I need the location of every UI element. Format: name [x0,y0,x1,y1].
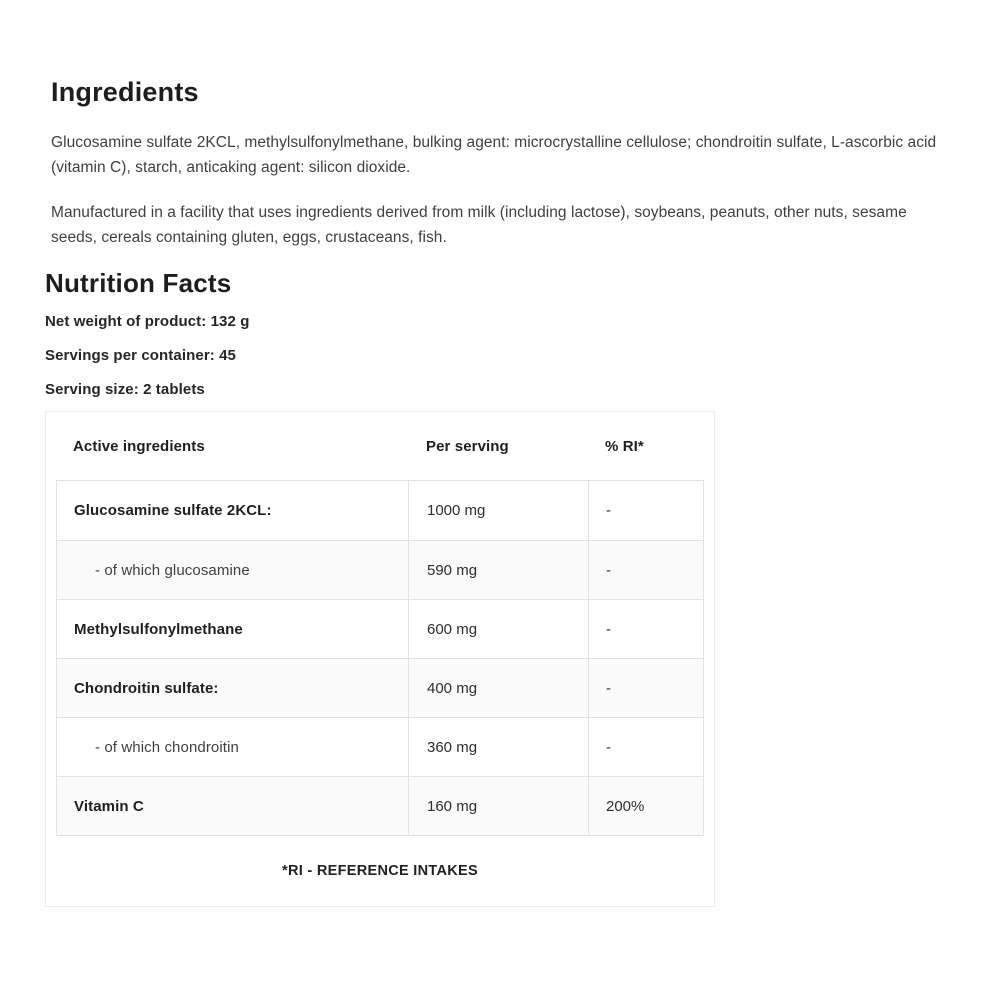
nutrition-table-header-row [56,412,704,480]
ingredient-name-cell: Methylsulfonylmethane [57,600,409,658]
ingredient-name-cell: - of which glucosamine [57,541,409,599]
ri-cell: 200% [606,797,645,815]
allergen-notice-paragraph: Manufactured in a facility that uses ingredients derived from milk (including lactose), soybeans, peanuts, other nuts, sesame seeds, cereals containing gluten, eggs, crustaceans, fish. [51,204,907,246]
ingredients-section [0,0,1000,250]
reference-intakes-footnote: *RI - REFERENCE INTAKES [282,863,478,879]
per-serving-cell: 1000 mg [409,481,589,540]
table-row [57,540,703,599]
nutrition-table-footer [46,836,714,906]
header-active-ingredients: Active ingredients [73,437,205,455]
table-row [57,717,703,776]
header-per-serving: Per serving [426,437,509,455]
ingredient-name-cell: Vitamin C [57,777,409,835]
ri-cell: - [606,738,611,756]
ingredients-title: Ingredients [51,77,199,107]
ingredient-name-cell: Glucosamine sulfate 2KCL: [57,481,409,540]
ri-cell: - [606,620,611,638]
per-serving-cell: 590 mg [409,541,589,599]
ingredient-name-cell: Chondroitin sulfate: [57,659,409,717]
per-serving-cell: 160 mg [409,777,589,835]
serving-size-line: Serving size: 2 tablets [45,381,205,398]
net-weight-line: Net weight of product: 132 g [45,313,250,330]
nutrition-table-box [45,411,715,907]
per-serving-cell: 360 mg [409,718,589,776]
table-row [57,658,703,717]
table-row [57,481,703,540]
ri-cell: - [606,561,611,579]
table-row [57,776,703,835]
nutrition-facts-title: Nutrition Facts [45,268,232,298]
ingredients-composition-paragraph: Glucosamine sulfate 2KCL, methylsulfonylmethane, bulking agent: microcrystalline cellulose; chondroitin sulfate, L-ascorbic acid (vitamin C), starch, anticaking agent: silicon dioxide. [51,134,937,176]
ri-cell: - [606,502,611,519]
header-percent-ri: % RI* [605,437,644,455]
per-serving-cell: 600 mg [409,600,589,658]
nutrition-facts-section [0,250,1000,907]
ingredient-name-cell: - of which chondroitin [57,718,409,776]
table-row [57,599,703,658]
per-serving-cell: 400 mg [409,659,589,717]
ri-cell: - [606,679,611,697]
servings-per-container-line: Servings per container: 45 [45,347,237,364]
nutrition-table-body [56,480,704,836]
